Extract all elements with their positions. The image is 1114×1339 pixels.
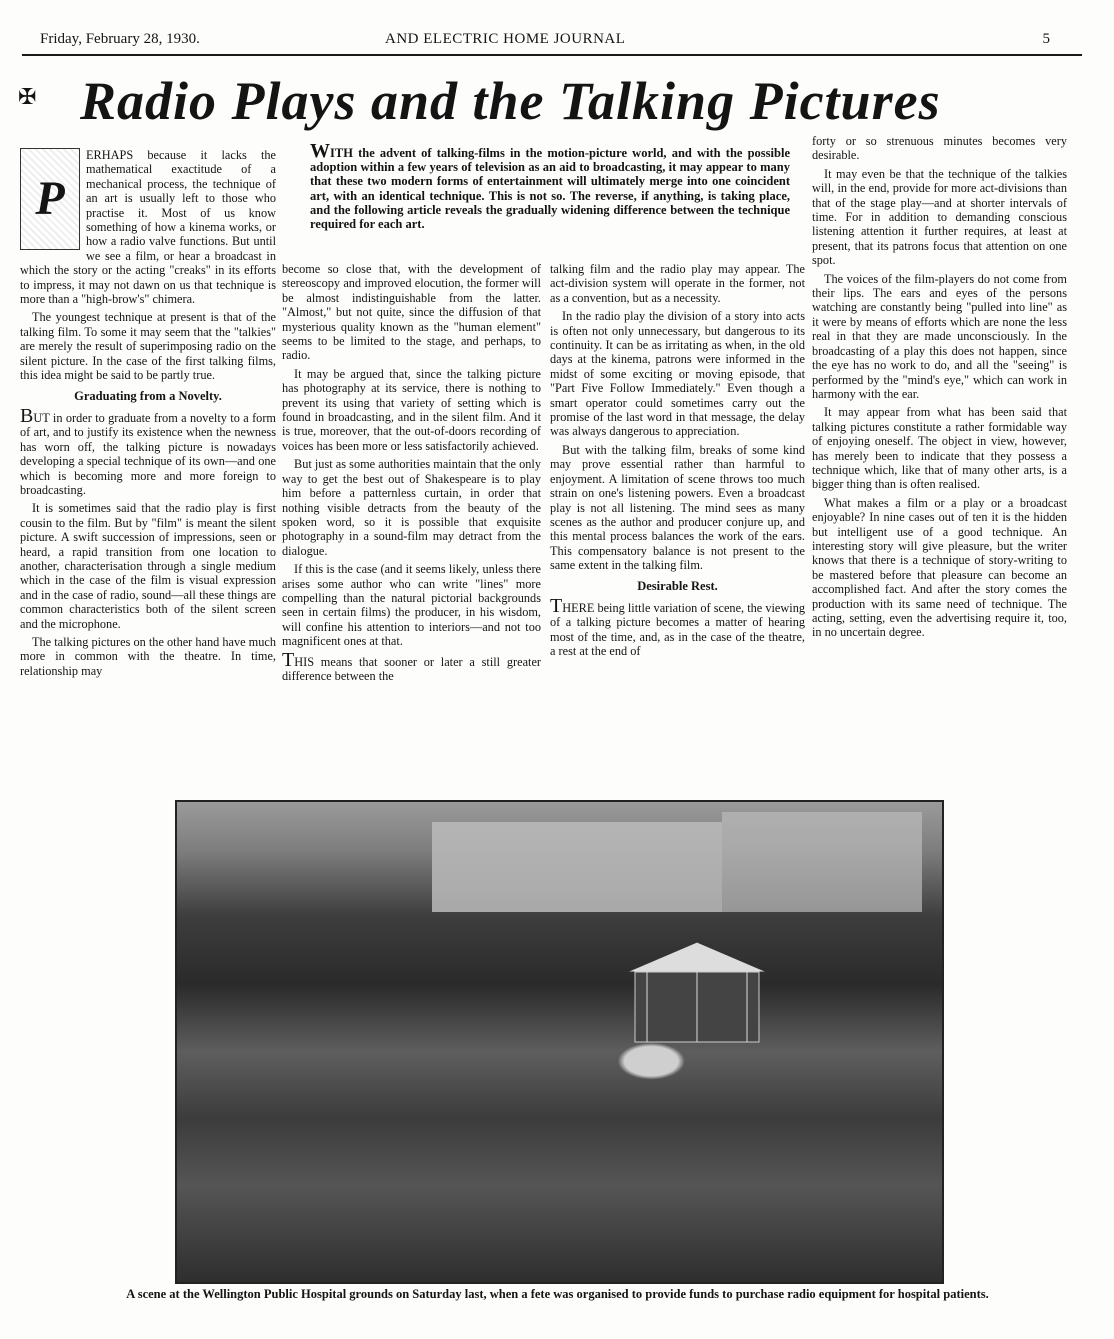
column-3 <box>550 262 805 663</box>
page-header <box>40 31 1050 53</box>
paragraph: But with the talking film, breaks of some kind may prove essential rather than harmful to enjoyment. A limitation of scene throws too much strain on one's listening powers. Even a broadcast play is not all listening. The mind sees as many scenes as the author and producer conjure up, and this mental process balances the work of the ears. This compensatory balance is not present to the same extent in the talking film. <box>550 442 805 573</box>
paragraph: It may appear from what has been said that talking pictures constitute a rather formidable way of enjoying oneself. The object in view, however, has merely been to indicate that they possess a technique which, like that of many other arts, is a bigger thing than is often realised. <box>812 405 1067 492</box>
paragraph: It may even be that the technique of the talkies will, in the end, provide for more act-divisions than that of the stage play—and at shorter intervals of time. For in addition to demanding conscious listening attention it further requires, at least at present, that its patrons focus that attention on one spot. <box>812 166 1067 268</box>
paragraph: The voices of the film-players do not come from their lips. The ears and eyes of the persons watching are constantly being "pulled into line" as it were by means of efforts which are none the less real in that they are made unconsciously. In the broadcasting of a play this does not happen, since the eye has no work to do, and all the "seeing" is performed by the "mind's eye," which can work in harmony with the ear. <box>812 271 1067 401</box>
page-number: 5 <box>1042 31 1050 47</box>
intro-text: ITH the advent of talking-films in the motion-picture world, and with the possible adoption within a few years of television as an aid to broadcasting, it may appear to many that these two modern forms of entertainment will ultimately merge into one coincident art, with an identical technique. This is not so. The reverse, if anything, is taking place, and the following article reveals the gradually widening difference between the technique required for each art. <box>310 146 790 232</box>
publication-name: AND ELECTRIC HOME JOURNAL <box>385 31 626 47</box>
issue-date: Friday, February 28, 1930. <box>40 31 200 47</box>
paragraph: become so close that, with the development of stereoscopy and improved elocution, the former will be almost indistinguishable from the latter. "Almost," but not quite, since the diffusion of that mysterious quality known as the "human element" seems to be limited to the stage, and perhaps, to radio. <box>282 262 541 363</box>
ornament-icon: ✠ <box>18 84 37 109</box>
paragraph: The talking pictures on the other hand have much more in common with the theatre. In time, relationship may <box>20 635 276 678</box>
paragraph: forty or so strenuous minutes becomes very desirable. <box>812 134 1067 163</box>
header-rule <box>22 54 1082 56</box>
subheading: Graduating from a Novelty. <box>74 388 222 403</box>
photo-caption: A scene at the Wellington Public Hospital grounds on Saturday last, when a fete was organised to provide funds to purchase radio equipment for hospital patients. <box>126 1287 989 1301</box>
paragraph: If this is the case (and it seems likely, unless there arises some author who can write "lines" more compelling than the natural pictorial backgrounds seen in certain films) the producer, in his wisdom, will confine his attention to interiors—and not too magnificent ones at that. <box>282 562 541 649</box>
column-2 <box>282 262 541 687</box>
paragraph: THERE being little variation of scene, the viewing of a talking picture becomes a matter of hearing most of the time, and, as in the case of the theatre, a rest at the end of <box>550 594 805 659</box>
article-intro <box>310 140 790 232</box>
paragraph: talking film and the radio play may appear. The act-division system will operate in the former, not as a convention, but as a necessity. <box>550 262 805 305</box>
paragraph: BUT in order to graduate from a novelty to a form of art, and to justify its existence when the newness has worn off, the talking picture is nowadays developing a special technique of its own—and one which is becoming more and more foreign to broadcasting. <box>20 404 276 497</box>
dropcap: P <box>20 148 80 250</box>
hospital-fete-photo <box>175 800 944 1284</box>
bandstand-icon <box>177 802 942 1282</box>
intro-initial: W <box>310 140 330 162</box>
paragraph: What makes a film or a play or a broadcast enjoyable? In nine cases out of ten it is the hidden but intelligent use of a good technique. An interesting story will give pleasure, but the writer knows that there is a technique of story-writing to be mastered before that pleasure can become an accomplished fact. And after the story comes the production with its same need of technique. The acting, setting, even the advertising require it, too, in no uncertain degree. <box>812 495 1067 640</box>
article-title: Radio Plays and the Talking Pictures <box>80 71 941 131</box>
column-4 <box>812 134 1067 644</box>
subheading: Desirable Rest. <box>637 578 718 593</box>
paragraph: P ERHAPS because it lacks the mathematical exactitude of a mechanical process, the technique of an art is usually left to those who practise it. Most of us know something of how a kinema works, or how a radio valve functions. But until we see a film, or hear a broadcast in which the story or the acting "creaks" in its efforts to impress, it may not dawn on us that technique is more than a "high-brow's" chimera. <box>20 148 276 307</box>
paragraph: THIS means that sooner or later a still greater difference between the <box>282 648 541 683</box>
column-1 <box>20 148 276 682</box>
paragraph: But just as some authorities maintain that the only way to get the best out of Shakespeare is to play him before a patternless curtain, in order that nothing visible detracts from the beauty of the spoken word, so it is possible that exquisite photography in a sound-film may detract from the dialogue. <box>282 457 541 558</box>
paragraph: The youngest technique at present is that of the talking film. To some it may seem that the "talkies" are merely the result of superimposing radio on the silent picture. In the case of the first talking films, this idea might be said to be partly true. <box>20 310 276 383</box>
paragraph: It is sometimes said that the radio play is first cousin to the film. But by "film" is meant the silent picture. A swift succession of impressions, seen or heard, a rapid transition from one location to another, characterisation through a single medium which in the case of the film is visual expression and in the case of radio, sound—all these things are common characteristics both of the silent screen and the microphone. <box>20 501 276 631</box>
paragraph: It may be argued that, since the talking picture has photography at its service, there is nothing to prevent its using that variety of setting which is found in broadcasting, and in the silent film. And it is true, moreover, that the out-of-doors recording of voices has been more or less satisfactorily achieved. <box>282 366 541 453</box>
paragraph: In the radio play the division of a story into acts is often not only unnecessary, but dangerous to its continuity. It can be as irritating as when, in the old days at the kinema, patrons were informed in the midst of some exciting or moving episode, that "Part Five Follow Immediately." Even though a smart operator could sometimes carry out the promise of the last word in that message, the delay was always dangerous to appreciation. <box>550 309 805 439</box>
